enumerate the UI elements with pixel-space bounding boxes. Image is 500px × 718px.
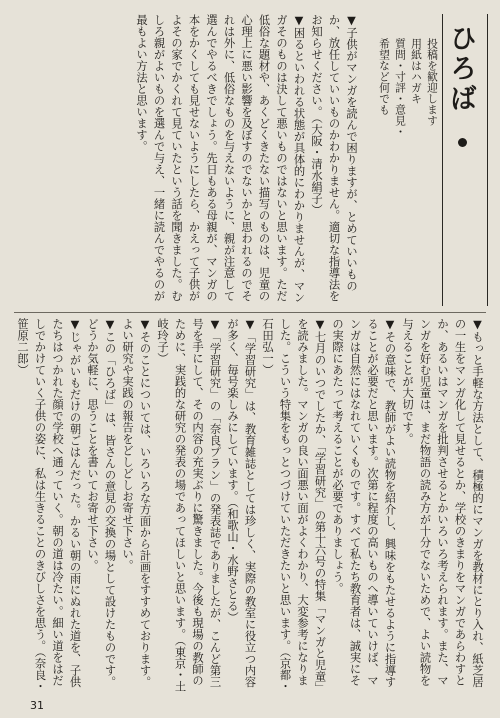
page-number: 31 bbox=[30, 699, 44, 712]
title-box bbox=[442, 14, 488, 306]
submission-notice: 投稿を歓迎します 用紙はハガキ 質問・寸評・意見・ 希望など何でも bbox=[378, 38, 439, 137]
title-ornament bbox=[458, 138, 467, 147]
column-title: ひろば bbox=[445, 24, 476, 114]
column-header bbox=[362, 14, 488, 306]
section-divider bbox=[14, 312, 486, 313]
top-letters: ▼子供がマンガを読んで困りますが、とめていいものか、放任していいものかわかりません。適切な指導法をお知らせください。（大阪・清水絹子） ▼困るといわれる状態が具体的にわかりませんが、マンガそのものは決して悪いものではないと思います。ただ低俗な題材や、あくどくきたない描写のものは、児童の心理上に悪い影響を及ぼすのでないかと思われるのでそれは外に、低俗なものを与えないように、親が注意して選んでやるべきでしょう。先日もある母親が、マンガの本をかくしても見せないようにしたら、かえって子供がよその家でかくれて見ていたという話を聞きました。むしろ親がよいものを選んで与え、一緒に読んでやるのが最もよい方法と思います。 bbox=[135, 14, 358, 304]
bottom-letters: ▼もっと手軽な方法として、積極的にマンガを教材にとり入れ、紙芝居の一生をマンガ化して見せるとか、学校のきまりをマンガであらわすとか、あるいはマンガを批判させるとかいろいろ考えられます。また、マンガを好む児童は、まだ物語の読み方が十分でないためで、よい読物を与えることが大切です。 ▼その意味で、教師がよい読物を紹介し、興味をもたせるように指導することが必要だと思います。次第に程度の高いものへ導いていけば、マンガは自然にはなれていくものです。すべて私たち教育者は、誠実にその実際にあたって考えることが必要でありましょう。 ▼七月のいつでしたか、「学習研究」の第十六号の特集「マンガと児童」を読みました。マンガの良い面悪い面がよくわかり、大変参考になりました。こういう特集をもっとつづけていただきたいと思います。（京都・石田弘一） ▼「学習研究」は、教育雑誌としては珍しく、実際の教室に役立つ内容が多く、毎号楽しみにしています。（和歌山・水野さとる） ▼「学習研究」の「奈良プラン」の発表誌でありましたが、こんど第三号を手にして、その内容の充実ぶりに驚きました。今後も現場の教師のために、実践的な研究の発表の場であってほしいと思います。（東京・土岐玲子） ▼そのことについては、いろいろな方面から計画をすすめております。よい研究や実践の報告をどしどしお寄せ下さい。 ▼この「ひろば」は、皆さんの意見の交換の場として設けたものです。どうか気軽に、思うことを書いてお寄せ下さい。 ▼じゃがいもだけの朝ごはんだった。かるい朝の雨にぬれた道を、子供たちはつかれた顔で学校へ通っていく。朝の道は冷たい。細い道をはだしでかけていく子供の姿に、私は生きることのきびしさを思う。（奈良・笹原二郎） bbox=[16, 318, 484, 694]
